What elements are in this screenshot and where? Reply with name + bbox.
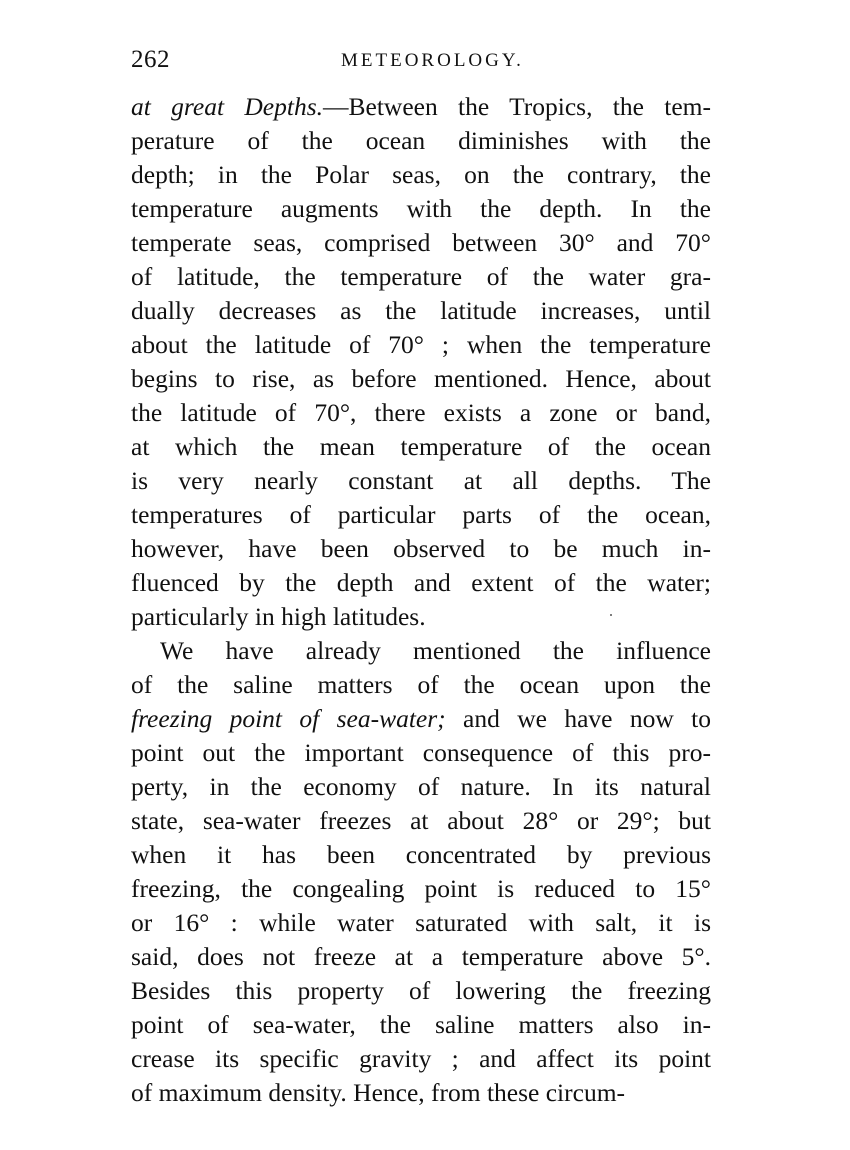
text-line xyxy=(131,872,711,906)
text-line xyxy=(131,974,711,1008)
text-line xyxy=(131,532,711,566)
text-line xyxy=(131,464,711,498)
text-line xyxy=(131,600,711,634)
text-run: said, does not freeze at a temperature above 5°. xyxy=(131,942,711,971)
paragraph xyxy=(131,90,711,634)
page-number: 262 xyxy=(131,46,170,73)
text-line xyxy=(131,294,711,328)
text-line xyxy=(131,158,711,192)
text-run: perty, in the economy of nature. In its natural xyxy=(131,772,711,801)
text-line xyxy=(131,430,711,464)
text-line xyxy=(131,838,711,872)
text-run: the latitude of 70°, there exists a zone or band, xyxy=(131,398,711,427)
text-line xyxy=(131,260,711,294)
print-speck xyxy=(610,614,612,616)
text-run: at which the mean temperature of the ocean xyxy=(131,432,711,461)
text-run: point out the important consequence of this pro- xyxy=(131,738,711,767)
text-run: particularly in high latitudes. xyxy=(131,602,426,631)
text-run: Besides this property of lowering the freezing xyxy=(131,976,711,1005)
text-line xyxy=(131,226,711,260)
text-line xyxy=(131,396,711,430)
text-line xyxy=(131,634,711,668)
text-run: freezing, the congealing point is reduced to 15° xyxy=(131,874,711,903)
text-run: point of sea-water, the saline matters also in- xyxy=(131,1010,711,1039)
running-title: METEOROLOGY. xyxy=(341,50,524,71)
text-line xyxy=(131,1042,711,1076)
text-run: crease its specific gravity ; and affect its point xyxy=(131,1044,711,1073)
text-run: temperatures of particular parts of the ocean, xyxy=(131,500,711,529)
text-line xyxy=(131,192,711,226)
text-line xyxy=(131,702,711,736)
text-run: when it has been concentrated by previous xyxy=(131,840,711,869)
text-run: fluenced by the depth and extent of the water; xyxy=(131,568,711,597)
italic-text: freezing point of sea-water; xyxy=(131,704,446,733)
text-run: dually decreases as the latitude increases, until xyxy=(131,296,711,325)
text-line xyxy=(131,940,711,974)
text-line xyxy=(131,566,711,600)
text-run: or 16° : while water saturated with salt, it is xyxy=(131,908,711,937)
text-line xyxy=(131,668,711,702)
text-line xyxy=(131,770,711,804)
text-run: of latitude, the temperature of the water gra- xyxy=(131,262,711,291)
text-line xyxy=(131,124,711,158)
text-run: state, sea-water freezes at about 28° or 29°; but xyxy=(131,806,711,835)
text-line xyxy=(131,1076,711,1110)
text-line xyxy=(131,906,711,940)
running-head xyxy=(131,46,711,76)
text-run: depth; in the Polar seas, on the contrary, the xyxy=(131,160,711,189)
body-text xyxy=(131,90,711,1110)
text-line xyxy=(131,498,711,532)
text-run: begins to rise, as before mentioned. Hence, about xyxy=(131,364,711,393)
text-run: of the saline matters of the ocean upon the xyxy=(131,670,711,699)
text-line xyxy=(131,362,711,396)
text-line xyxy=(131,328,711,362)
text-run: and we have now to xyxy=(445,704,711,733)
text-run: perature of the ocean diminishes with the xyxy=(131,126,711,155)
text-line xyxy=(131,90,711,124)
text-run: of maximum density. Hence, from these circum- xyxy=(131,1078,626,1107)
text-run: —Between the Tropics, the tem- xyxy=(323,92,711,121)
paragraph xyxy=(131,634,711,1110)
text-run: is very nearly constant at all depths. The xyxy=(131,466,711,495)
text-run: We have already mentioned the influence xyxy=(160,636,711,665)
text-line xyxy=(131,804,711,838)
text-run: however, have been observed to be much in- xyxy=(131,534,711,563)
italic-text: at great Depths. xyxy=(131,92,323,121)
text-run: temperate seas, comprised between 30° and 70° xyxy=(131,228,711,257)
text-run: about the latitude of 70° ; when the temperature xyxy=(131,330,711,359)
text-line xyxy=(131,736,711,770)
text-run: temperature augments with the depth. In the xyxy=(131,194,711,223)
text-line xyxy=(131,1008,711,1042)
